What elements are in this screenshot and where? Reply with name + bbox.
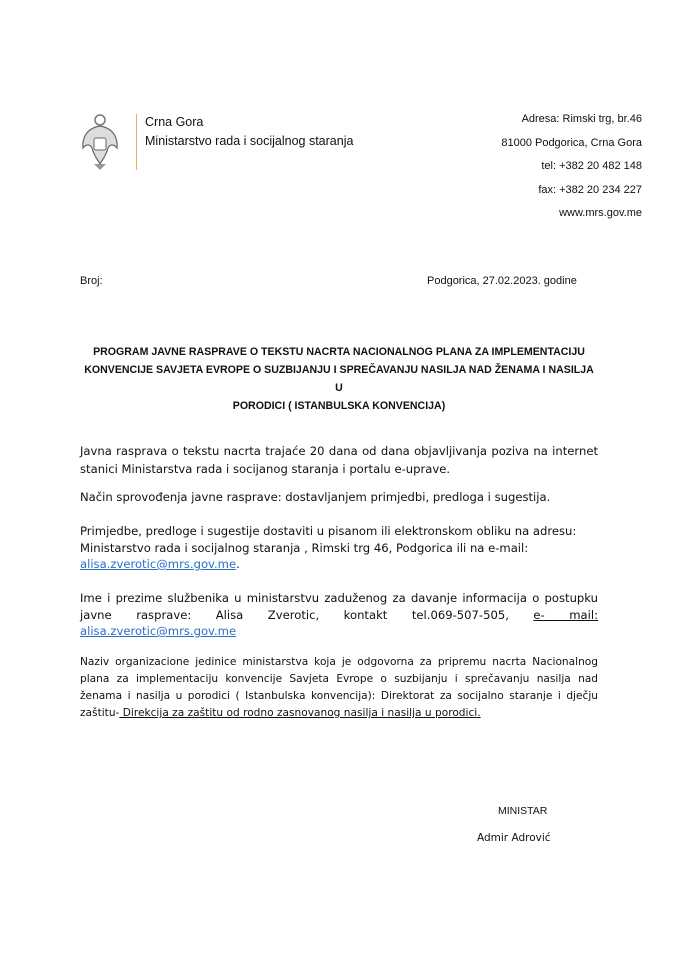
postal-line: 81000 Podgorica, Crna Gora (501, 136, 642, 149)
country-name: Crna Gora (145, 115, 204, 129)
contact-email-link[interactable]: alisa.zverotic@mrs.gov.me (80, 624, 237, 638)
unit-text: Naziv organizacione jedinice ministarstva koja je odgovorna za pripremu nacrta Nacionalnog plana za implementaciju konvencije Savjeta Evrope o suzbijanju i sprečavanju nasilja nad ženama i nasilja u porodici ( Istanbulska konvencija): Direktorat za socijalno staranje i dječju zaštitu- (80, 656, 598, 719)
contact-block (501, 108, 642, 226)
title-line: PROGRAM JAVNE RASPRAVE O TEKSTU NACRTA NACIONALNOG PLANA ZA IMPLEMENTACIJU (93, 346, 585, 358)
paragraph-contact-person (80, 590, 598, 623)
paragraph-unit (80, 654, 598, 722)
signature-role: MINISTAR (498, 805, 548, 817)
unit-directorate: Direkcija za zaštitu od rodno zasnovanog nasilja i nasilja u porodici. (119, 707, 481, 719)
email-label: e- mail: (533, 607, 599, 622)
submission-text: Primjedbe, predloge i sugestije dostaviti u pisanom ili elektronskom obliku na adresu: Ministarstvo rada i socijalnog staranja , Rimski trg 46, Podgorica ili na e-mail: (80, 524, 577, 555)
ministry-name: Ministarstvo rada i socijalnog staranja (145, 134, 354, 148)
number-label: Broj: (80, 275, 103, 287)
phone-line: tel: +382 20 482 148 (541, 160, 642, 172)
document-date: Podgorica, 27.02.2023. godine (427, 275, 577, 287)
contact-email-wrapper (80, 623, 598, 641)
title-line: PORODICI ( ISTANBULSKA KONVENCIJA) (232, 400, 446, 412)
signature-name: Admir Adrović (477, 832, 551, 844)
paragraph-duration: Javna rasprava o tekstu nacrta trajaće 20 dana od dana objavljivanja poziva na internet stanici Ministarstva rada i socijanog staranja i portalu e-uprave. (80, 444, 598, 476)
email-link[interactable]: alisa.zverotic@mrs.gov.me (80, 557, 237, 571)
fax-line: fax: +382 20 234 227 (538, 183, 642, 196)
document-title (80, 343, 598, 415)
header-divider (136, 114, 137, 170)
paragraph-submission (80, 523, 598, 573)
coat-of-arms-logo (80, 112, 120, 172)
address-line: Adresa: Rimski trg, br.46 (521, 113, 642, 125)
website-link[interactable]: www.mrs.gov.me (559, 207, 642, 219)
paragraph-method: Način sprovođenja javne rasprave: dostavljanjem primjedbi, predloga i sugestija. (80, 490, 551, 504)
contact-text: Ime i prezime službenika u ministarstvu zaduženog za davanje informacija o postupku javne rasprave: Alisa Zverotic, kontakt tel.069-507-505, (80, 591, 598, 622)
period: . (236, 557, 240, 571)
title-line: KONVENCIJE SAVJETA EVROPE O SUZBIJANJU I SPREČAVANJU NASILJA NAD ŽENAMA I NASILJA U (84, 364, 594, 394)
